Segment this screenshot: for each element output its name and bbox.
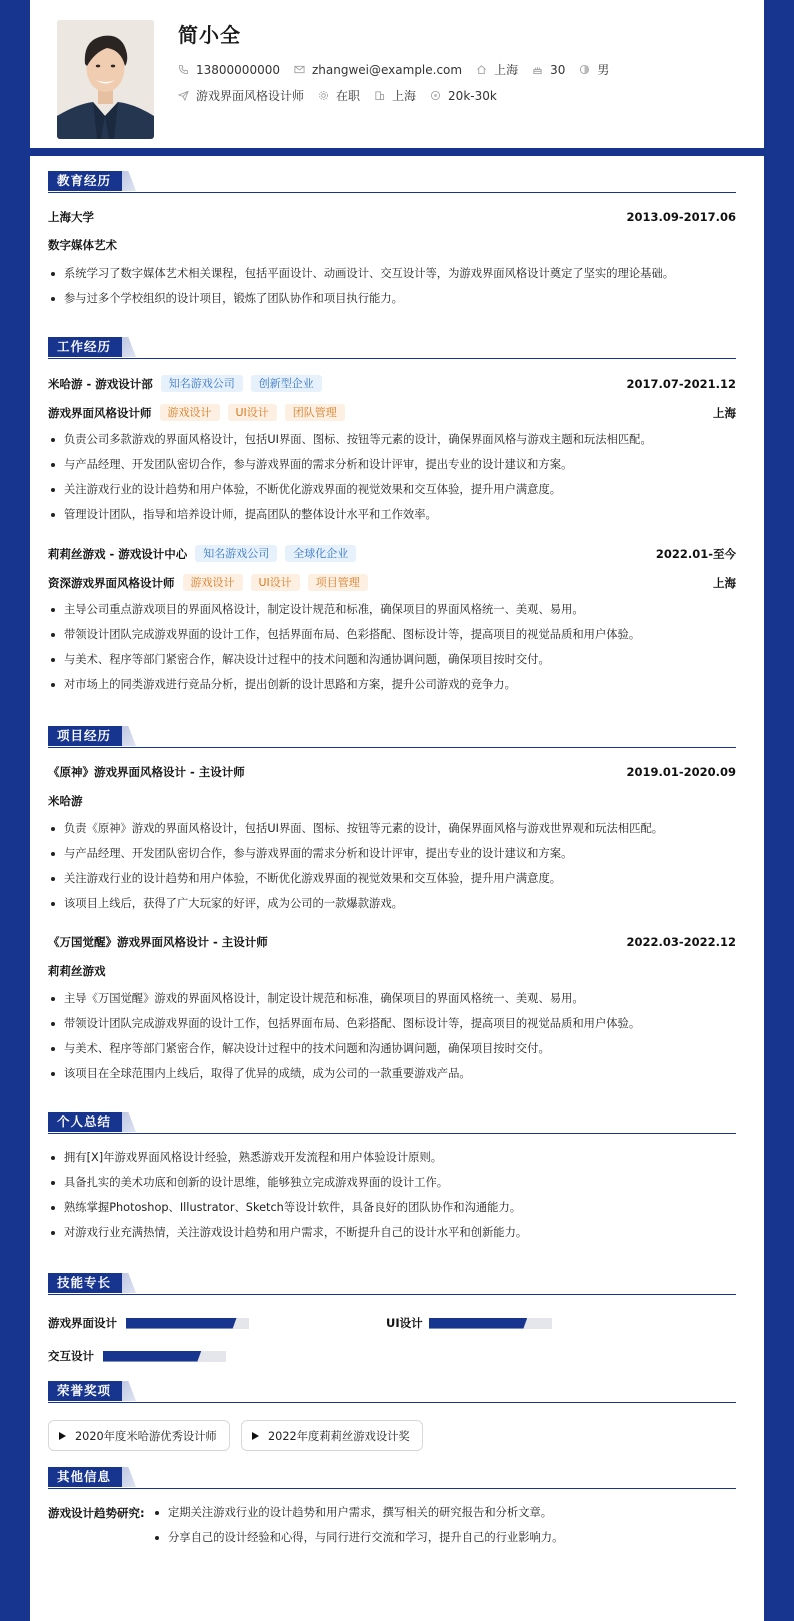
contact-row (178, 61, 623, 78)
list-item: 与产品经理、开发团队密切合作，参与游戏界面的需求分析和设计评审，提出专业的设计建议和方案。 (48, 457, 736, 482)
company-name: 米哈游 - 游戏设计部 (48, 376, 153, 391)
list-item: 与美术、程序等部门紧密合作，解决设计过程中的技术问题和沟通协调问题，确保项目按时交付。 (48, 1041, 736, 1066)
skill-bar (126, 1318, 249, 1329)
section-title: 工作经历 (48, 337, 123, 357)
frame-left (0, 0, 30, 1621)
list-item: 关注游戏行业的设计趋势和用户体验，不断优化游戏界面的视觉效果和交互体验，提升用户满意度。 (48, 871, 736, 896)
email-item (294, 63, 462, 77)
job-city: 上海 (713, 575, 736, 590)
intent-row (178, 87, 511, 104)
list-item: 负责公司多款游戏的界面风格设计，包括UI界面、图标、按钮等元素的设计，确保界面风格与游戏主题和玩法相匹配。 (48, 432, 736, 457)
education-section (48, 171, 736, 305)
list-item: 主导《万国觉醒》游戏的界面风格设计，制定设计规范和标准，确保项目的界面风格统一、美观、易用。 (48, 991, 736, 1016)
gear-icon (318, 90, 329, 101)
project-org: 莉莉丝游戏 (48, 964, 106, 978)
job-company-row (48, 375, 736, 392)
skill-bar-fill (103, 1351, 201, 1362)
other-bullets (152, 1505, 736, 1555)
list-item: 系统学习了数字媒体艺术相关课程，包括平面设计、动画设计、交互设计等，为游戏界面风格设计奠定了坚实的理论基础。 (48, 266, 736, 291)
summary-section (48, 1112, 736, 1239)
job-position-row (48, 404, 736, 421)
education-period: 2013.09-2017.06 (626, 210, 736, 224)
skill-name: 交互设计 (48, 1349, 94, 1363)
section-title: 项目经历 (48, 726, 123, 746)
list-item: 与产品经理、开发团队密切合作，参与游戏界面的需求分析和设计评审，提出专业的设计建议和方案。 (48, 846, 736, 871)
skill-bar-fill (429, 1318, 527, 1329)
resume-header (30, 0, 764, 148)
list-item: 对市场上的同类游戏进行竞品分析，提出创新的设计思路和方案，提升公司游戏的竞争力。 (48, 677, 736, 702)
section-title-tail (122, 171, 136, 191)
summary-bullets (48, 1150, 736, 1250)
section-divider (48, 358, 736, 359)
send-icon (178, 90, 189, 101)
cake-icon (532, 64, 543, 75)
home-icon (476, 64, 487, 75)
list-item: 熟练掌握Photoshop、Illustrator、Sketch等设计软件，具备良好的团队协作和沟通能力。 (48, 1200, 736, 1225)
skill-name: 游戏界面设计 (48, 1316, 117, 1330)
section-title-tail (122, 337, 136, 357)
project-name: 《万国觉醒》游戏界面风格设计 - 主设计师 (48, 935, 268, 949)
list-item: 具备扎实的美术功底和创新的设计思维，能够独立完成游戏界面的设计工作。 (48, 1175, 736, 1200)
school-name: 上海大学 (48, 210, 94, 224)
list-item: 定期关注游戏行业的设计趋势和用户需求，撰写相关的研究报告和分析文章。 (152, 1505, 736, 1530)
project-name: 《原神》游戏界面风格设计 - 主设计师 (48, 765, 245, 779)
list-item: 关注游戏行业的设计趋势和用户体验，不断优化游戏界面的视觉效果和交互体验，提升用户满意度。 (48, 482, 736, 507)
phone-icon (178, 64, 189, 75)
award-name: 2020年度米哈游优秀设计师 (75, 1429, 217, 1443)
salary-item (430, 89, 497, 103)
email-value: zhangwei@example.com (311, 62, 463, 77)
section-heading (48, 171, 736, 193)
candidate-name: 简小全 (178, 23, 241, 47)
project-period: 2019.01-2020.09 (626, 765, 736, 779)
phone-item (178, 63, 280, 77)
section-divider (48, 1402, 736, 1403)
job-target-value: 游戏界面风格设计师 (196, 89, 305, 103)
list-item: 对游戏行业充满热情，关注游戏设计趋势和用户需求，不断提升自己的设计水平和创新能力。 (48, 1225, 736, 1250)
job-bullets (48, 432, 736, 532)
awards-list (48, 1420, 736, 1451)
job-position-row (48, 574, 736, 591)
company-tag: 创新型企业 (251, 375, 322, 392)
project-row (48, 764, 736, 780)
job-company-row (48, 545, 736, 562)
section-title: 个人总结 (48, 1112, 123, 1132)
list-item: 该项目上线后，获得了广大玩家的好评，成为公司的一款爆款游戏。 (48, 896, 736, 921)
skill-item (386, 1315, 552, 1331)
section-title-tail (122, 1381, 136, 1401)
position-name: 资深游戏界面风格设计师 (48, 575, 175, 590)
location-value: 上海 (494, 63, 519, 77)
section-heading (48, 1273, 736, 1295)
skill-item (48, 1315, 249, 1331)
status-item (318, 87, 360, 104)
email-icon (294, 64, 305, 75)
project-row (48, 934, 736, 950)
company-tag: 知名游戏公司 (161, 375, 243, 392)
job-period: 2017.07-2021.12 (626, 376, 736, 391)
project-bullets (48, 821, 736, 921)
other-label: 游戏设计趋势研究: (48, 1506, 145, 1520)
list-item: 负责《原神》游戏的界面风格设计，包括UI界面、图标、按钮等元素的设计，确保界面风格与游戏世界观和玩法相匹配。 (48, 821, 736, 846)
gender-icon (579, 64, 590, 75)
section-divider (48, 747, 736, 748)
other-block (48, 1505, 736, 1565)
project-bullets (48, 991, 736, 1091)
skill-item (48, 1348, 226, 1364)
company-name: 莉莉丝游戏 - 游戏设计中心 (48, 546, 188, 561)
section-title: 其他信息 (48, 1467, 123, 1487)
award-name: 2022年度莉莉丝游戏设计奖 (268, 1429, 410, 1443)
list-item: 管理设计团队，指导和培养设计师，提高团队的整体设计水平和工作效率。 (48, 507, 736, 532)
position-tag: 游戏设计 (183, 574, 243, 591)
project-org: 米哈游 (48, 794, 83, 808)
job-target-item (178, 87, 304, 104)
other-section (48, 1467, 736, 1544)
project-org-row (48, 963, 736, 979)
status-value: 在职 (336, 89, 361, 103)
position-tag: 项目管理 (308, 574, 368, 591)
section-divider (48, 1488, 736, 1489)
company-tag: 知名游戏公司 (195, 545, 277, 562)
list-item: 分享自己的设计经验和心得，与同行进行交流和学习，提升自己的行业影响力。 (152, 1530, 736, 1555)
section-divider (48, 192, 736, 193)
work-section (48, 337, 736, 691)
job-bullets (48, 602, 736, 702)
section-title: 教育经历 (48, 171, 123, 191)
avatar-photo (57, 20, 154, 139)
skill-name: UI设计 (386, 1316, 423, 1330)
projects-section (48, 726, 736, 1080)
section-heading (48, 1112, 736, 1134)
position-name: 游戏界面风格设计师 (48, 405, 152, 420)
education-bullets (48, 266, 736, 316)
building-icon (374, 90, 385, 101)
frame-right (764, 0, 794, 1621)
list-item: 带领设计团队完成游戏界面的设计工作，包括界面布局、色彩搭配、图标设计等，提高项目的视觉品质和用户体验。 (48, 627, 736, 652)
section-heading (48, 1467, 736, 1489)
list-item: 该项目在全球范围内上线后，取得了优异的成绩，成为公司的一款重要游戏产品。 (48, 1066, 736, 1091)
section-title-tail (122, 1273, 136, 1293)
section-divider (48, 1133, 736, 1134)
job-city: 上海 (713, 405, 736, 420)
section-heading (48, 1381, 736, 1403)
list-item: 拥有[X]年游戏界面风格设计经验，熟悉游戏开发流程和用户体验设计原则。 (48, 1150, 736, 1175)
section-heading (48, 726, 736, 748)
coin-icon (430, 90, 441, 101)
triangle-icon (59, 1432, 66, 1440)
company-tag: 全球化企业 (285, 545, 356, 562)
age-item (532, 63, 565, 77)
salary-value: 20k-30k (448, 88, 497, 103)
section-title-tail (122, 1467, 136, 1487)
skill-bar (429, 1318, 552, 1329)
awards-section (48, 1381, 736, 1443)
section-title: 荣誉奖项 (48, 1381, 123, 1401)
gender-value: 男 (597, 63, 610, 77)
position-tag: 游戏设计 (160, 404, 220, 421)
age-value: 30 (550, 62, 566, 77)
position-tag: UI设计 (251, 574, 300, 591)
target-city-item (374, 87, 416, 104)
skill-bar-fill (126, 1318, 237, 1329)
award-chip (48, 1420, 230, 1451)
phone-value: 13800000000 (196, 62, 280, 77)
skills-section (48, 1273, 736, 1363)
position-tag: UI设计 (228, 404, 277, 421)
triangle-icon (252, 1432, 259, 1440)
list-item: 主导公司重点游戏项目的界面风格设计，制定设计规范和标准，确保项目的界面风格统一、美观、易用。 (48, 602, 736, 627)
location-item (476, 61, 518, 78)
award-chip (241, 1420, 423, 1451)
education-row (48, 209, 736, 225)
gender-item (579, 61, 609, 78)
major-name: 数字媒体艺术 (48, 238, 117, 252)
section-title-tail (122, 1112, 136, 1132)
project-period: 2022.03-2022.12 (626, 935, 736, 949)
job-period: 2022.01-至今 (655, 546, 736, 561)
project-org-row (48, 793, 736, 809)
header-band (0, 148, 794, 156)
major-row (48, 237, 736, 253)
list-item: 带领设计团队完成游戏界面的设计工作，包括界面布局、色彩搭配、图标设计等，提高项目的视觉品质和用户体验。 (48, 1016, 736, 1041)
list-item: 与美术、程序等部门紧密合作，解决设计过程中的技术问题和沟通协调问题，确保项目按时交付。 (48, 652, 736, 677)
skill-bar (103, 1351, 226, 1362)
section-title-tail (122, 726, 136, 746)
section-divider (48, 1294, 736, 1295)
list-item: 参与过多个学校组织的设计项目，锻炼了团队协作和项目执行能力。 (48, 291, 736, 316)
position-tag: 团队管理 (285, 404, 345, 421)
target-city-value: 上海 (392, 89, 417, 103)
section-title: 技能专长 (48, 1273, 123, 1293)
section-heading (48, 337, 736, 359)
